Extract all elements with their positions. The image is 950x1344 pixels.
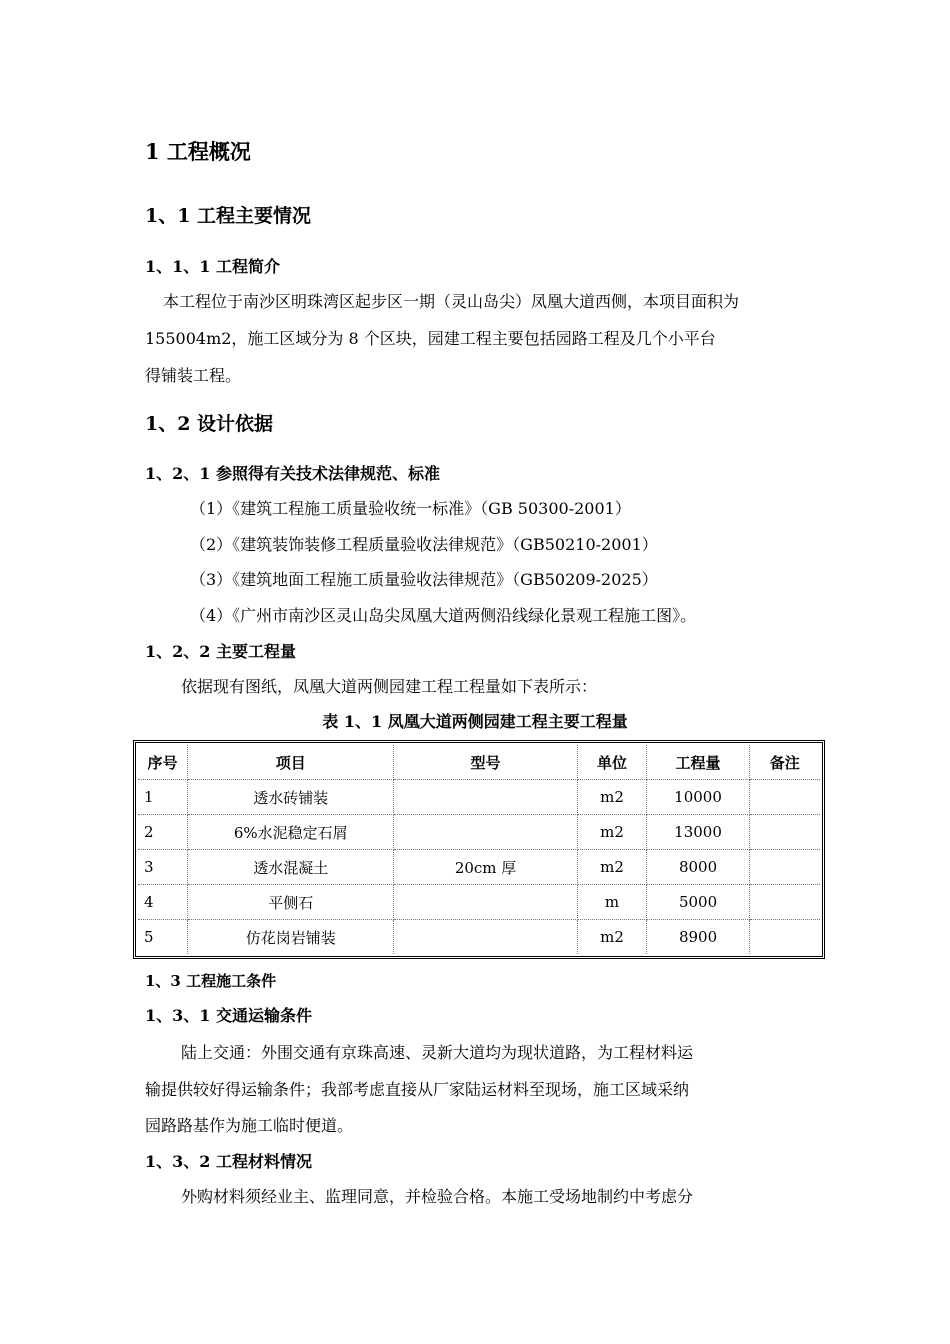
cell-unit: m2 (577, 850, 647, 885)
cell-quantity: 8000 (647, 850, 749, 885)
heading-1-3-2: 1、3、2 工程材料情况 (145, 1152, 312, 1171)
intro-line-1: 本工程位于南沙区明珠湾区起步区一期（灵山岛尖）凤凰大道西侧，本项目面积为 (163, 292, 740, 311)
cell-item: 6%水泥稳定石屑 (188, 815, 394, 850)
cell-unit: m2 (577, 920, 647, 955)
reference-item: （3）《建筑地面工程施工质量验收法律规范》（GB50209-2025） (190, 570, 658, 589)
table-row (138, 780, 820, 815)
heading-1: 1 工程概况 (145, 139, 251, 164)
traffic-line-1: 陆上交通：外围交通有京珠高速、灵新大道均为现状道路，为工程材料运 (181, 1043, 694, 1062)
cell-unit: m2 (577, 815, 647, 850)
table-row (138, 885, 820, 920)
reference-item: （4）《广州市南沙区灵山岛尖凤凰大道两侧沿线绿化景观工程施工图》。 (190, 606, 697, 625)
quantity-intro: 依据现有图纸，凤凰大道两侧园建工程工程量如下表所示： (181, 677, 598, 696)
header-cell: 项目 (188, 745, 394, 780)
cell-index: 2 (138, 815, 188, 850)
cell-remark (749, 780, 820, 815)
cell-model (394, 815, 577, 850)
cell-model: 20cm 厚 (394, 850, 577, 885)
cell-remark (749, 815, 820, 850)
cell-index: 5 (138, 920, 188, 955)
header-cell: 型号 (394, 745, 577, 780)
cell-quantity: 5000 (647, 885, 749, 920)
quantity-table-frame (133, 740, 825, 959)
reference-item: （2）《建筑装饰装修工程质量验收法律规范》（GB50210-2001） (190, 535, 658, 554)
cell-item: 透水砖铺装 (188, 780, 394, 815)
cell-quantity: 10000 (647, 780, 749, 815)
cell-index: 1 (138, 780, 188, 815)
traffic-line-3: 园路路基作为施工临时便道。 (145, 1116, 354, 1135)
heading-1-1: 1、1 工程主要情况 (145, 205, 312, 227)
intro-line-3: 得铺装工程。 (145, 366, 242, 385)
intro-line-2: 155004m2，施工区域分为 8 个区块，园建工程主要包括园路工程及几个小平台 (145, 329, 716, 348)
heading-1-3: 1、3 工程施工条件 (145, 972, 277, 990)
table-row (138, 920, 820, 955)
material-line-1: 外购材料须经业主、监理同意，并检验合格。本施工受场地制约中考虑分 (181, 1187, 694, 1206)
cell-model (394, 920, 577, 955)
heading-1-3-1: 1、3、1 交通运输条件 (145, 1006, 312, 1025)
header-cell: 备注 (749, 745, 820, 780)
cell-remark (749, 885, 820, 920)
heading-1-2: 1、2 设计依据 (145, 413, 274, 435)
cell-unit: m2 (577, 780, 647, 815)
cell-index: 4 (138, 885, 188, 920)
table-row (138, 815, 820, 850)
heading-1-1-1: 1、1、1 工程简介 (145, 257, 280, 276)
cell-index: 3 (138, 850, 188, 885)
heading-1-2-1: 1、2、1 参照得有关技术法律规范、标准 (145, 464, 440, 483)
traffic-line-2: 输提供较好得运输条件；我部考虑直接从厂家陆运材料至现场，施工区域采纳 (145, 1080, 690, 1099)
cell-quantity: 8900 (647, 920, 749, 955)
cell-remark (749, 850, 820, 885)
cell-item: 仿花岗岩铺装 (188, 920, 394, 955)
cell-item: 平侧石 (188, 885, 394, 920)
table-caption: 表 1、1 凤凰大道两侧园建工程主要工程量 (322, 712, 628, 731)
cell-item: 透水混凝土 (188, 850, 394, 885)
header-cell: 工程量 (647, 745, 749, 780)
cell-remark (749, 920, 820, 955)
table-row (138, 850, 820, 885)
table-header-row (138, 745, 820, 780)
cell-quantity: 13000 (647, 815, 749, 850)
cell-model (394, 885, 577, 920)
heading-1-2-2: 1、2、2 主要工程量 (145, 642, 296, 661)
reference-item: （1）《建筑工程施工质量验收统一标准》（GB 50300-2001） (190, 499, 631, 518)
header-cell: 序号 (138, 745, 188, 780)
cell-unit: m (577, 885, 647, 920)
quantity-table (138, 745, 820, 954)
header-cell: 单位 (577, 745, 647, 780)
cell-model (394, 780, 577, 815)
